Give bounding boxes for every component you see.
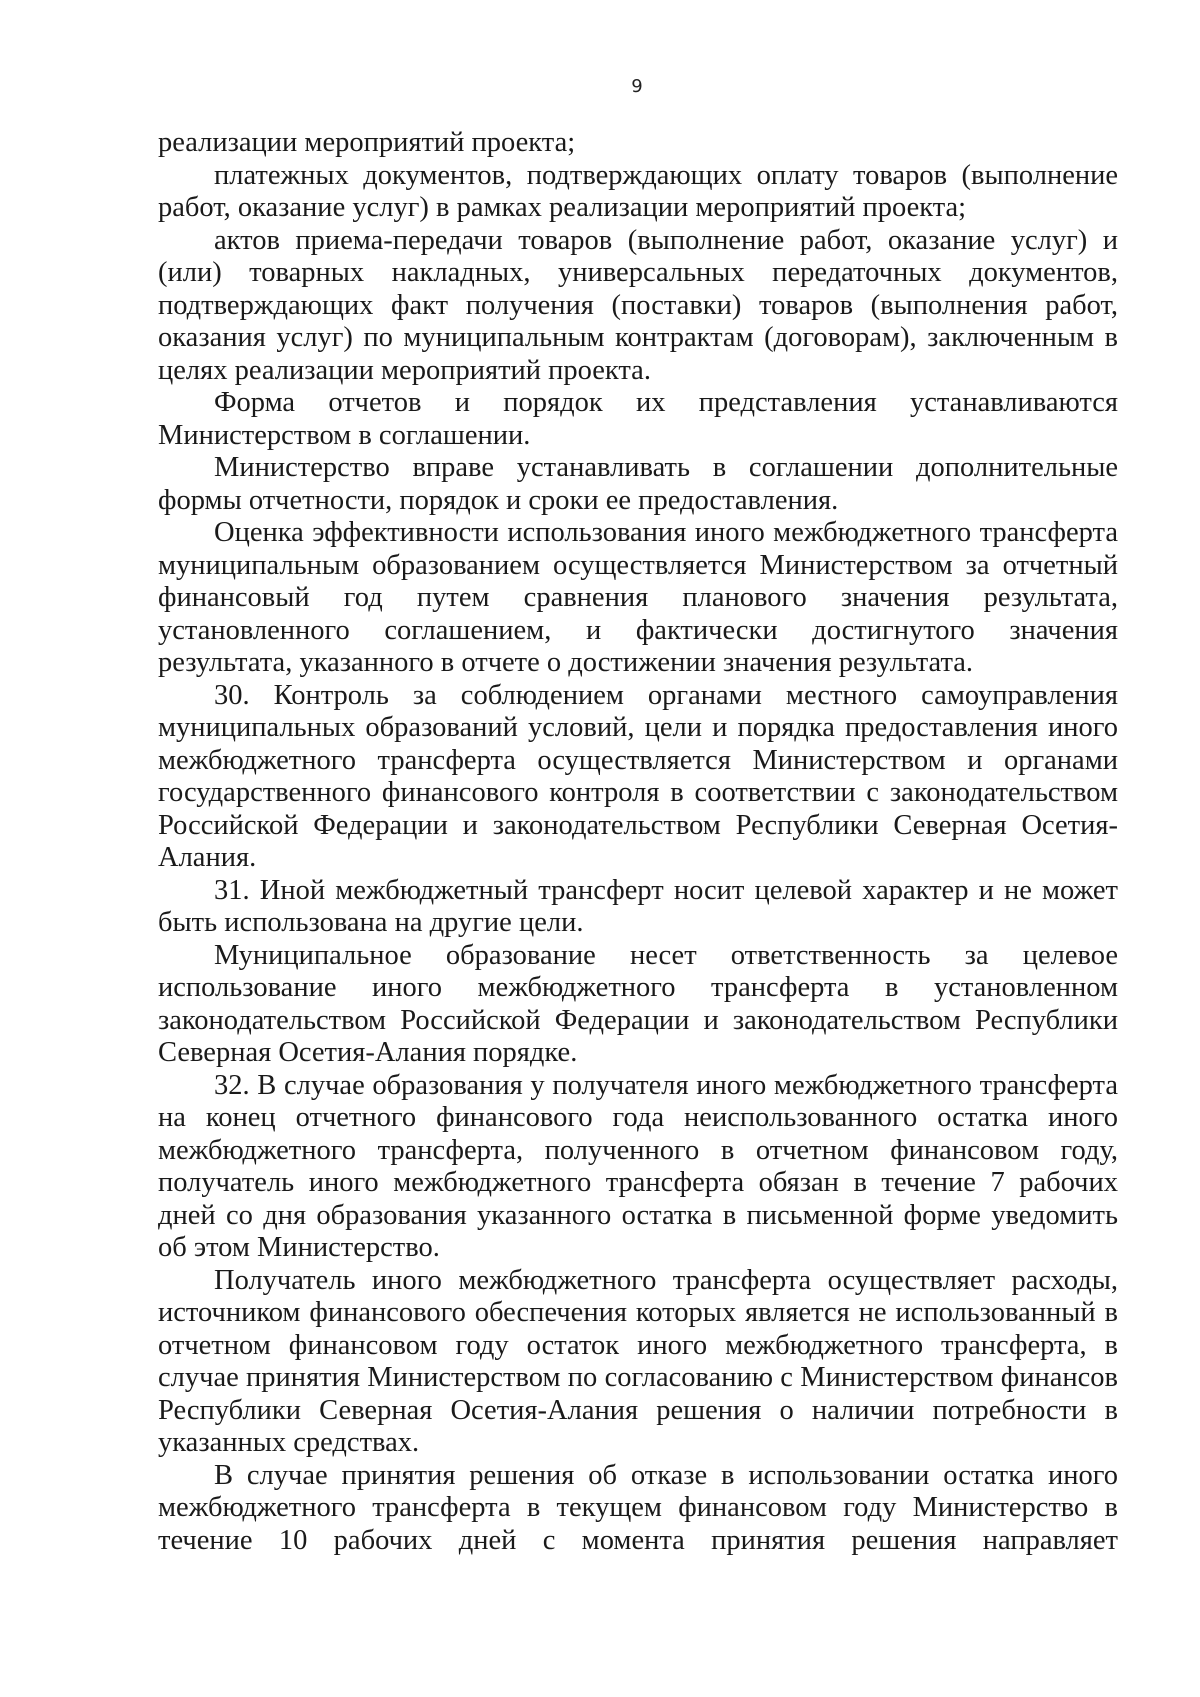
paragraph: 30. Контроль за соблюдением органами местного самоуправления муниципальных образований условий, цели и порядка предоставления иного межбюджетного трансферта осуществляется Министерством и органами государственного финансового контроля в соответствии с законодательством Российской Федерации и законодательством Республики Северная Осетия-Алания. <box>158 679 1118 873</box>
paragraph: Оценка эффективности использования иного межбюджетного трансферта муниципальным образованием осуществляется Министерством за отчетный финансовый год путем сравнения планового значения результата, установленного соглашением, и фактически достигнутого значения результата, указанного в отчете о достижении значения результата. <box>158 517 1118 678</box>
paragraph: 31. Иной межбюджетный трансферт носит целевой характер и не может быть использована на другие цели. <box>158 874 1118 938</box>
paragraph: Министерство вправе устанавливать в соглашении дополнительные формы отчетности, порядок и сроки ее предоставления. <box>158 452 1118 516</box>
paragraph: Муниципальное образование несет ответственность за целевое использование иного межбюджетного трансферта в установленном законодательством Российской Федерации и законодательством Республики Северная Осетия-Алания порядке. <box>158 939 1118 1068</box>
paragraph: реализации мероприятий проекта; <box>158 127 576 158</box>
paragraph: 32. В случае образования у получателя иного межбюджетного трансферта на конец отчетного финансового года неиспользованного остатка иного межбюджетного трансферта, полученного в отчетном финансовом году, получатель иного межбюджетного трансферта обязан в течение 7 рабочих дней со дня образования указанного остатка в письменной форме уведомить об этом Министерство. <box>158 1069 1118 1263</box>
paragraph: актов приема-передачи товаров (выполнение работ, оказание услуг) и (или) товарных накладных, универсальных передаточных документов, подтверждающих факт получения (поставки) товаров (выполнения работ, оказания услуг) по муниципальным контрактам (договорам), заключенным в целях реализации мероприятий проекта. <box>158 224 1118 386</box>
paragraph: платежных документов, подтверждающих оплату товаров (выполнение работ, оказание услуг) в рамках реализации мероприятий проекта; <box>158 159 1118 223</box>
document-body <box>158 127 1118 1557</box>
paragraph: Форма отчетов и порядок их представления устанавливаются Министерством в соглашении. <box>158 387 1118 451</box>
paragraph: Получатель иного межбюджетного трансферта осуществляет расходы, источником финансового обеспечения которых является не использованный в отчетном финансовом году остаток иного межбюджетного трансферта, в случае принятия Министерством по согласованию с Министерством финансов Республики Северная Осетия-Алания решения о наличии потребности в указанных средствах. <box>158 1264 1118 1458</box>
page-number: 9 <box>631 76 643 97</box>
paragraph: В случае принятия решения об отказе в использовании остатка иного межбюджетного трансферта в текущем финансовом году Министерство в течение 10 рабочих дней с момента принятия решения направляет <box>158 1459 1118 1556</box>
